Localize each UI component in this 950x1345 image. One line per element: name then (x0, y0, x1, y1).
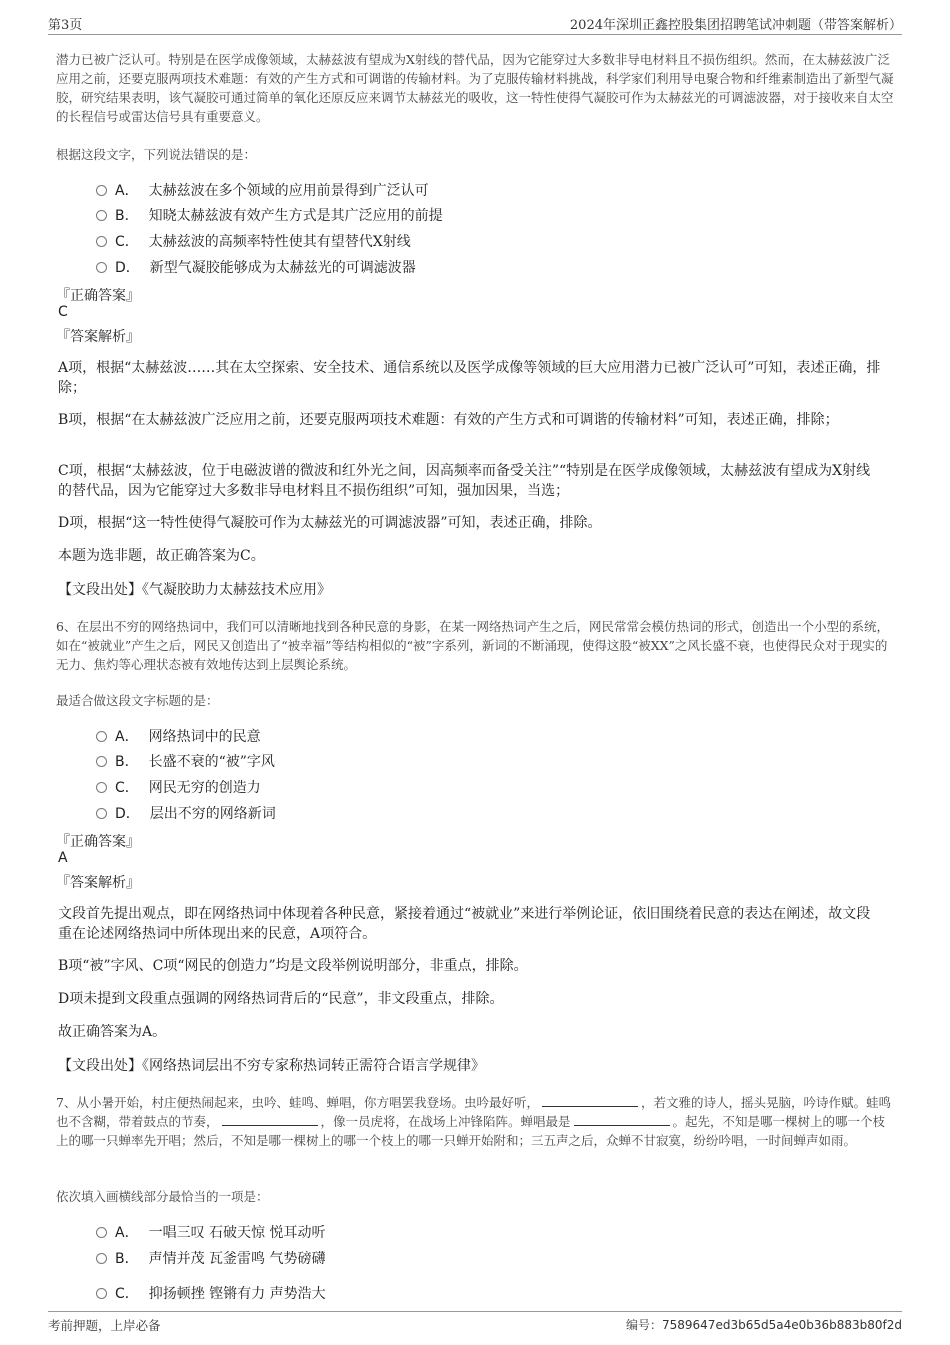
q5-analysis-c: C项，根据“太赫兹波，位于电磁波谱的微波和红外光之间，因高频率而备受关注”“特别是在医学成像领域，太赫兹波有望成为X射线的替代品，因为它能穿过大多数非导电材料且不损伤组织”可知，强加因果，当选； (58, 463, 871, 499)
fill-blank-1[interactable] (542, 1094, 638, 1107)
radio-icon[interactable] (96, 782, 107, 793)
q5-passage: 潜力已被广泛认可。特别是在医学成像领域，太赫兹波有望成为X射线的替代品，因为它能穿过大多数非导电材料且不损伤组织。然而，在太赫兹波广泛应用之前，还要克服两项技术难题：有效的产生方式和可调谐的传输材料。为了克服传输材料挑战，科学家们利用导电聚合物和纤维素制造出了新型气凝胶，研究结果表明，该气凝胶可通过简单的氧化还原反应来调节太赫兹光的吸收，这一特性使得气凝胶可作为太赫兹光的可调滤波器，对于接收来自太空的长程信号或雷达信号具有重要意义。 (56, 52, 894, 124)
q6-analysis-bc: B项“被”字风、C项“网民的创造力”均是文段举例说明部分，非重点，排除。 (58, 958, 528, 974)
radio-icon[interactable] (96, 1227, 107, 1238)
radio-icon[interactable] (96, 731, 107, 742)
q5-source: 【文段出处】《气凝胶助力太赫兹技术应用》 (58, 582, 331, 598)
q5-answer-label: 『正确答案』 (56, 288, 140, 304)
footer-slogan: 考前押题，上岸必备 (48, 1318, 161, 1333)
q5-analysis-b: B项，根据“在太赫兹波广泛应用之前，还要克服两项技术难题：有效的产生方式和可调谐的传输材料”可知，表述正确，排除； (58, 412, 839, 428)
document-title: 2024年深圳正鑫控股集团招聘笔试冲刺题（带答案解析） (569, 18, 902, 33)
radio-icon[interactable] (96, 236, 107, 247)
radio-icon[interactable] (96, 185, 107, 196)
q7-option-c[interactable]: C． 抑扬顿挫 铿锵有力 声势浩大 (96, 1283, 326, 1303)
q6-answer: A (58, 850, 68, 866)
q5-conclusion: 本题为选非题，故正确答案为C。 (58, 548, 265, 564)
q5-option-b[interactable]: B． 知晓太赫兹波有效产生方式是其广泛应用的前提 (96, 205, 443, 225)
document-id: 编号：7589647ed3b65d5a4e0b36b883b80f2d (626, 1318, 902, 1332)
q6-option-b[interactable]: B． 长盛不衰的“被”字风 (96, 751, 275, 771)
q5-option-a[interactable]: A． 太赫兹波在多个领域的应用前景得到广泛认可 (96, 180, 429, 200)
q6-source: 【文段出处】《网络热词层出不穷专家称热词转正需符合语言学规律》 (58, 1058, 485, 1074)
q6-question: 最适合做这段文字标题的是： (56, 693, 219, 708)
page-number: 第3页 (48, 18, 83, 33)
radio-icon[interactable] (96, 808, 107, 819)
q5-question: 根据这段文字，下列说法错误的是： (56, 147, 257, 162)
radio-icon[interactable] (96, 262, 107, 273)
q5-analysis-a: A项，根据“太赫兹波……其在太空探索、安全技术、通信系统以及医学成像等领域的巨大应用潜力已被广泛认可”可知，表述正确，排除； (58, 360, 881, 396)
fill-blank-2[interactable] (222, 1113, 318, 1126)
q6-option-a[interactable]: A． 网络热词中的民意 (96, 726, 261, 746)
q5-analysis-d: D项，根据“这一特性使得气凝胶可作为太赫兹光的可调滤波器”可知，表述正确，排除。 (58, 515, 602, 531)
radio-icon[interactable] (96, 756, 107, 767)
radio-icon[interactable] (96, 1288, 107, 1299)
q6-analysis-d: D项未提到文段重点强调的网络热词背后的“民意”，非文段重点，排除。 (58, 991, 504, 1007)
q5-option-c[interactable]: C． 太赫兹波的高频率特性使其有望替代X射线 (96, 231, 411, 251)
q6-option-c[interactable]: C． 网民无穷的创造力 (96, 777, 261, 797)
q7-passage: 7、从小暑开始，村庄便热闹起来，虫吟、蛙鸣、蝉唱，你方唱罢我登场。虫吟最好听， ，若文雅的诗人，摇头晃脑，吟诗作赋。蛙鸣也不含糊，带着鼓点的节奏， ，像一员虎将，在战场上冲锋陷阵。蝉唱最是 。起先，不知是哪一棵树上的哪一个枝上的哪一只蝉率先开唱；然后，不知是哪一棵树上的哪一个枝上的哪一只蝉开始附和；三五声之后，众蝉不甘寂寞，纷纷吟唱，一时间蝉声如雨。 (56, 1095, 891, 1148)
q5-option-d[interactable]: D． 新型气凝胶能够成为太赫兹光的可调滤波器 (96, 257, 416, 277)
q6-option-d[interactable]: D． 层出不穷的网络新词 (96, 803, 276, 823)
q6-analysis-main: 文段首先提出观点，即在网络热词中体现着各种民意，紧接着通过“被就业”来进行举例论证，依旧围绕着民意的表达在阐述，故文段重在论述网络热词中所体现出来的民意，A项符合。 (58, 906, 871, 942)
page-header (48, 14, 902, 35)
q7-question: 依次填入画横线部分最恰当的一项是： (56, 1189, 269, 1204)
q5-analysis-label: 『答案解析』 (56, 329, 140, 345)
q5-answer: C (58, 304, 68, 320)
q6-passage: 6、在层出不穷的网络热词中，我们可以清晰地找到各种民意的身影，在某一网络热词产生之后，网民常常会模仿热词的形式，创造出一个小型的系统，如在“被就业”产生之后，网民又创造出了“被幸福”等结构相似的“被”字系列，新词的不断涌现，使得这股“被XX”之风长盛不衰，也使得民众对于现实的无力、焦灼等心理状态被有效地传达到上层舆论系统。 (56, 619, 889, 672)
page-footer (48, 1311, 902, 1334)
q7-option-a[interactable]: A． 一唱三叹 石破天惊 悦耳动听 (96, 1222, 325, 1242)
q6-answer-label: 『正确答案』 (56, 834, 140, 850)
radio-icon[interactable] (96, 210, 107, 221)
q6-analysis-label: 『答案解析』 (56, 875, 140, 891)
q6-conclusion: 故正确答案为A。 (58, 1024, 167, 1040)
radio-icon[interactable] (96, 1253, 107, 1264)
fill-blank-3[interactable] (574, 1113, 670, 1126)
q7-option-b[interactable]: B． 声情并茂 瓦釜雷鸣 气势磅礴 (96, 1248, 326, 1268)
